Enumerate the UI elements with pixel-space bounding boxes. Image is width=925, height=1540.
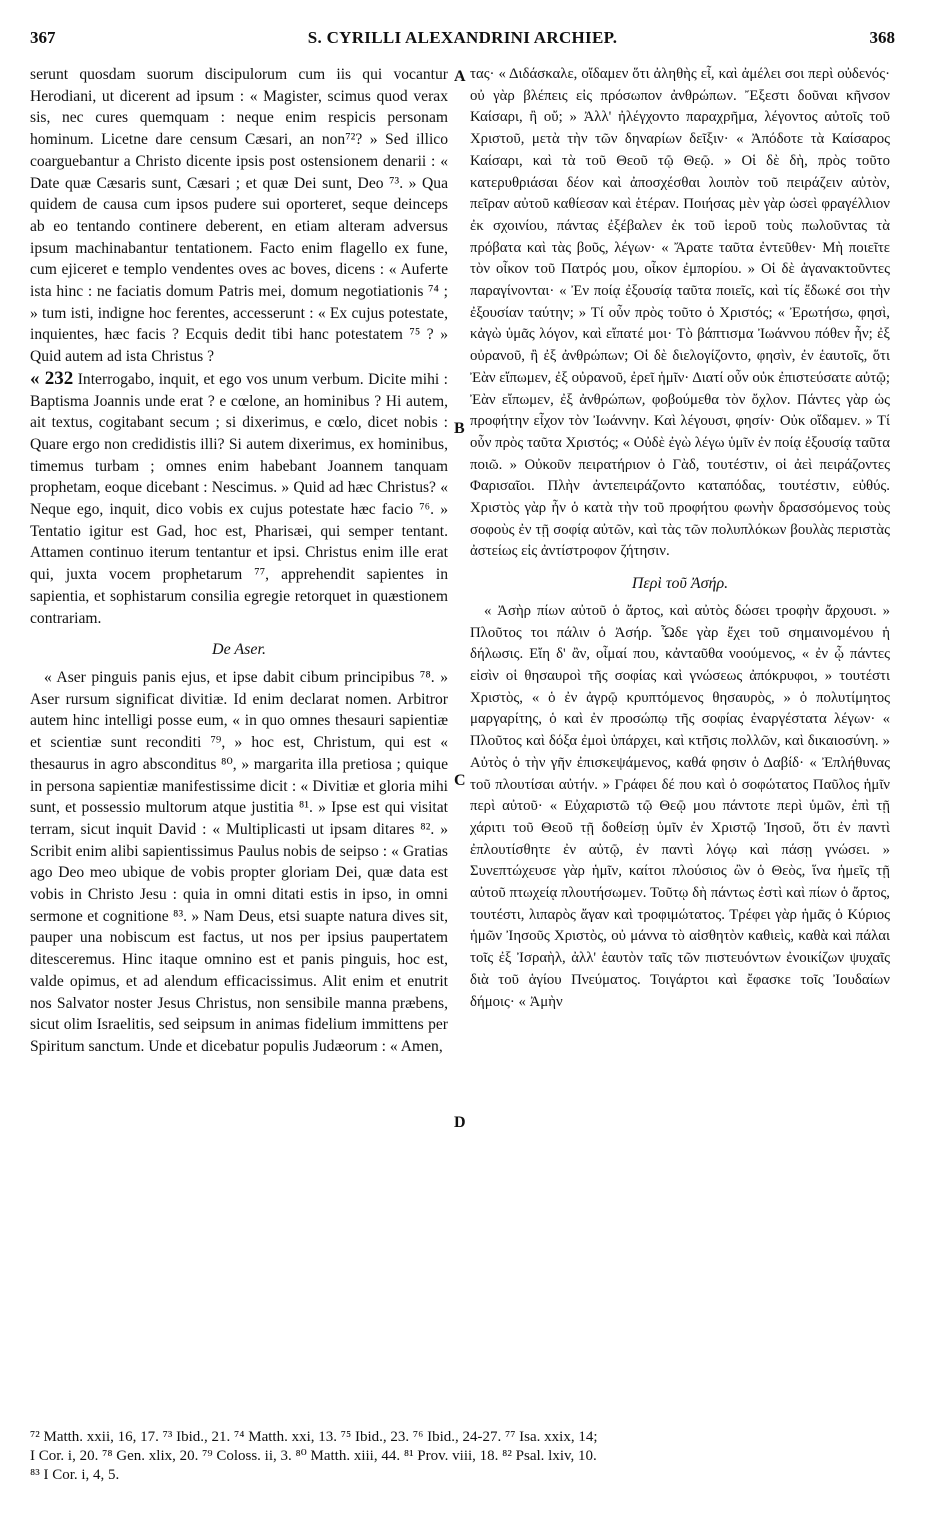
greek-paragraph: τας· « Διδάσκαλε, οἴδαμεν ὅτι ἀληθὴς εἶ, καὶ ἀμέλει σοι περὶ οὐδενός· οὐ γὰρ βλέπεις εἰς πρόσωπον ἀνθρώπων. Ἔξεστι δοῦναι κῆνσον Καίσαρι, ἢ οὔ; » Ἀλλ' ἠλέγχοντο παραχρῆμα, λέγοντος αὐτοῖς τοῦ Χριστοῦ, μετὰ τὴν τῶν δηναρίων δεῖξιν· « Ἀπόδοτε τὰ Καίσαρος Καίσαρι, καὶ τὰ τοῦ Θεοῦ τῷ Θεῷ. » Οἱ δὲ δὴ, πρὸς τοῦτο κατερυθριάσαι δέον καὶ ἀποσχέσθαι λοιπὸν τοῦ πειράζειν αὐτὸν, πεῖραν αὐτοῦ καθίεσαν καὶ ἑτέραν. Ποιήσας μὲν γὰρ ὡσεὶ φραγέλλιον ἐκ σχοινίου, πάντας ἐξέβαλεν ἐκ τοῦ ἱεροῦ τοὺς πωλοῦντας τὰ πρόβατα καὶ τὰς βοῦς, λέγων· « Ἄρατε ταῦτα ἐντεῦθεν· Μὴ ποιεῖτε τὸν οἶκον τοῦ Πατρός μου, οἶκον ἐμπορίου. » Οἱ δὲ ἀγανακτοῦντες παραγίνονται· « Ἐν ποίᾳ ἐξουσίᾳ ταῦτα ποιεῖς, καὶ τίς ἔδωκέ σοι τὴν ἐξουσίαν ταύτην; » Τί οὖν πρὸς τοῦτο ὁ Χριστός; « Ἐρωτήσω, φησὶ, κἀγὼ ὑμᾶς λόγον, καὶ εἴπατέ μοι· Τὸ βάπτισμα Ἰωάννου πόθεν ἦν; ἐξ οὐρανοῦ, ἢ ἐξ ἀνθρώπων; Οἱ δὲ διελογίζοντο, φησὶν, ἐν ἑαυτοῖς, ὅτι Ἐὰν εἴπωμεν, ἐξ οὐρανοῦ, ἐρεῖ ἡμῖν· Διατί οὖν οὐκ ἐπιστεύσατε αὐτῷ; Ἐὰν εἴπωμεν, ἐξ ἀνθρώπων, φοβούμεθα τὸν ὄχλον. Πάντες γὰρ ὡς προφήτην εἶχον τὸν Ἰωάννην. Καὶ λέγουσι, φησίν· Οὐκ οἴδαμεν. » Τί οὖν πρὸς ταῦτα Χριστός; « Οὐδὲ ἐγὼ λέγω ὑμῖν ἐν ποίᾳ ἐξουσίᾳ ταῦτα ποιῶ. » Οὐκοῦν πειρατήριον ὁ Γὰδ, τουτέστιν, οἱ ἀεὶ πειράζοντες Φαρισαῖοι. Πλὴν ἀντεπειράζοντο καταπόδας, τουτέστιν, εὐθύς. Χριστὸς γὰρ ἦν ὁ κατὰ τὴν τοῦ προφήτου φωνὴν δρασσόμενος τοὺς σοφοὺς ἐν τῇ σοφίᾳ αὐτῶν, καὶ τὰς τῶν πολυπλόκων βουλὰς περιστὰς ἀστείως εἰς ἀντίστροφον ζήτησιν. [470, 66, 890, 560]
latin-paragraph: serunt quosdam suorum discipulorum cum iis qui vocantur Herodiani, ut dicerent ad ipsum : « Magister, scimus quod verax sis, nec cures quemquam : neque enim respicis personam hominum. Licetne dare censum Cæsari, an non⁷²? » Sed illico coarguebantur a Christo dicente ipsis post ostensionem denarii : « Date quæ Cæsaris sunt, Cæsari ; et quæ Dei sunt, Deo ⁷³. » Qua quidem de causa cum ipsos pudere sui oporteret, seque deinceps ab eo tentando continere deberent, en etiam alteram adversus ipsum machinabantur tentationem. Facto enim flagello ex fune, cum ejiceret e templo vendentes oves ac boves, dicens : « Auferte ista hinc : ne faciatis domum Patris mei, domum negotiationis ⁷⁴ ; » tum isti, indigne hoc ferentes, accesserunt : « Ex cujus potestate, inquientes, hæc facis ? Ecquis dedit tibi hanc potestatem ⁷⁵ ? » Quid autem ad ista Christus ? [30, 66, 448, 366]
latin-paragraph [30, 368, 448, 629]
running-title: S. CYRILLI ALEXANDRINI ARCHIEP. [307, 28, 618, 47]
latin-paragraph-text: Interrogabo, inquit, et ego vos unum verbum. Dicite mihi : Baptisma Joannis unde erat ? e cœlone, an hominibus ? Hi autem, ait textus, cogitabant secum ; si dixerimus, e cœlo, dicet nobis : Quare ergo non credidistis illi? Si autem dixerimus, ex hominibus, timemus turbam ; omnes enim habebant Joannem tanquam prophetam, eoque dicebant : Nescimus. » Quid ad hæc Christus? « Neque ego, inquit, dico vobis ex cujus potestate hæc facio ⁷⁶. » Tentatio igitur est Gad, hoc est, Pharisæi, qui semper tentant. Attamen continuo iterum tentantur et ipsi. Christus enim ille erat qui, juxta vocem prophetarum ⁷⁷, apprehendit sapientes in sapientia, et sophistarum consilia egregie retorquet in quæstionem contrariam. [30, 370, 448, 627]
greek-column [470, 64, 890, 1013]
column-number-marker: « 232 [30, 367, 74, 389]
margin-letter-b: B [454, 420, 465, 437]
page-number-right: 368 [869, 28, 895, 47]
footnote-line: ⁷² Matth. xxii, 16, 17. ⁷³ Ibid., 21. ⁷⁴ Matth. xxi, 13. ⁷⁵ Ibid., 23. ⁷⁶ Ibid., 24-27. ⁷⁷ Isa. xxix, 14; [30, 1429, 598, 1445]
running-header [30, 28, 895, 54]
greek-paragraph: « Ἀσὴρ πίων αὐτοῦ ὁ ἄρτος, καὶ αὐτὸς δώσει τροφὴν ἄρχουσι. » Πλοῦτος τοι πάλιν ὁ Ἀσήρ. Ὧδε γὰρ ἔχει τοῦ σημαινομένου ἡ δήλωσις. Εἴη δ' ἂν, οἶμαί που, κἀνταῦθα νοούμενος, « ἐν ᾧ πάντες εἰσὶν οἱ θησαυροὶ τῆς σοφίας καὶ γνώσεως ἀπόκρυφοι, » τουτέστι Χριστὸς, « ὁ ἐν ἀγρῷ κρυπτόμενος θησαυρὸς, » ὁ πολυτίμητος μαργαρίτης, ὁ καὶ ἐν προσώπῳ τῆς σοφίας ἐναργέστατα λέγων· « Πλοῦτος καὶ δόξα ἐμοὶ ὑπάρχει, καὶ κτῆσις πολλῶν, καὶ δικαιοσύνη. » Αὐτὸς ὁ τὴν γῆν ἐπισκεψάμενος, καθά φησιν ὁ Δαβίδ· « Ἐπλήθυνας τοῦ πλουτίσαι αὐτήν. » Γράφει δέ που καὶ ὁ σοφώτατος Παῦλος ἡμῖν περὶ αὐτοῦ· « Εὐχαριστῶ τῷ Θεῷ μου πάντοτε περὶ ὑμῶν, ἐπὶ τῇ χάριτι τοῦ Θεοῦ τῇ δοθείσῃ ὑμῖν ἐν Χριστῷ Ἰησοῦ, ὅτι ἐν παντὶ ἐπλουτίσθητε ἐν αὐτῷ, ἐν παντὶ λόγῳ καὶ πάσῃ γνώσει. » Συνεπτώχευσε γὰρ ἡμῖν, καίτοι πλούσιος ὢν ὁ Θεὸς, ἵνα ἡμεῖς τῇ αὐτοῦ πτωχείᾳ πλουτήσωμεν. Τοῦτῳ δὴ πάντως ἐστὶ καὶ πίων ὁ ἄρτος, τουτέστι, λιπαρὸς ἄγαν καὶ τροφιμώτατος. Τρέφει γὰρ ἡμᾶς ὁ Κύριος ἡμῶν Ἰησοῦς Χριστὸς, οὐ μάννα τὸ αἰσθητὸν καθιεὶς, καθὰ καὶ πάλαι τοῖς ἐξ Ἰσραὴλ, ἀλλ' ἑαυτὸν ταῖς τῶν πιστευόντων ἐνοικίζων ψυχαῖς διὰ τοῦ ἁγίου Πνεύματος. Τοιγάρτοι καὶ ἔφασκε τοῖς Ἰουδαίων δήμοις· « Ἀμὴν [470, 602, 890, 1010]
latin-paragraph: « Aser pinguis panis ejus, et ipse dabit cibum principibus ⁷⁸. » Aser rursum significat divitiæ. Id enim declarat nomen. Arbitror autem hinc intelligi posse eum, « in quo omnes thesauri sapientiæ et scientiæ sunt reconditi ⁷⁹, » hoc est, Christum, qui est « thesaurus in agro absconditus ⁸⁰, » margarita illa pretiosa ; quique in persona sapientiæ manifestissime dicit : « Divitiæ et gloria mihi sunt, et possessio multorum atque justitia ⁸¹. » Ipse est qui visitat terram, sicut inquit David : « Multiplicasti ut ipsam ditares ⁸². » Scribit enim alibi sapientissimus Paulus nobis de seipso : « Gratias ago Deo meo ubique de vobis propter gloriam Dei, quæ data est vobis in Christo Jesu : quia in omni ditati estis in ipso, in omni sermone et cognitione ⁸³. » Nam Deus, etsi suapte natura dives sit, pauper una nobiscum est factus, ut nos per ipsius paupertatem ditesceremus. Hinc itaque omnino est et panis pinguis, hoc est, valde opimus, et ad alendum efficacissimus. Alit enim et enutrit nos Salvator noster Jesus Christus, non sensibile manna præbens, sicut olim Israelitis, sed seipsum in animas fidelium immittens per Spiritum sanctum. Unde et dicebatur populis Judæorum : « Amen, [30, 668, 448, 1055]
latin-column [30, 64, 448, 1058]
page-number-left: 367 [30, 28, 56, 47]
margin-letter-c: C [454, 772, 466, 789]
margin-letter-d: D [454, 1114, 466, 1131]
margin-letter-a: A [454, 68, 466, 85]
greek-section-heading: Περὶ τοῦ Ἀσήρ. [631, 575, 729, 593]
footnote-line: I Cor. i, 20. ⁷⁸ Gen. xlix, 20. ⁷⁹ Coloss. ii, 3. ⁸⁰ Matth. xiii, 44. ⁸¹ Prov. viii, 18. ⁸² Psal. lxiv, 10. [30, 1448, 597, 1464]
footnote-line: ⁸³ I Cor. i, 4, 5. [30, 1467, 120, 1483]
footnotes [30, 1428, 895, 1485]
latin-section-heading: De Aser. [212, 641, 266, 659]
